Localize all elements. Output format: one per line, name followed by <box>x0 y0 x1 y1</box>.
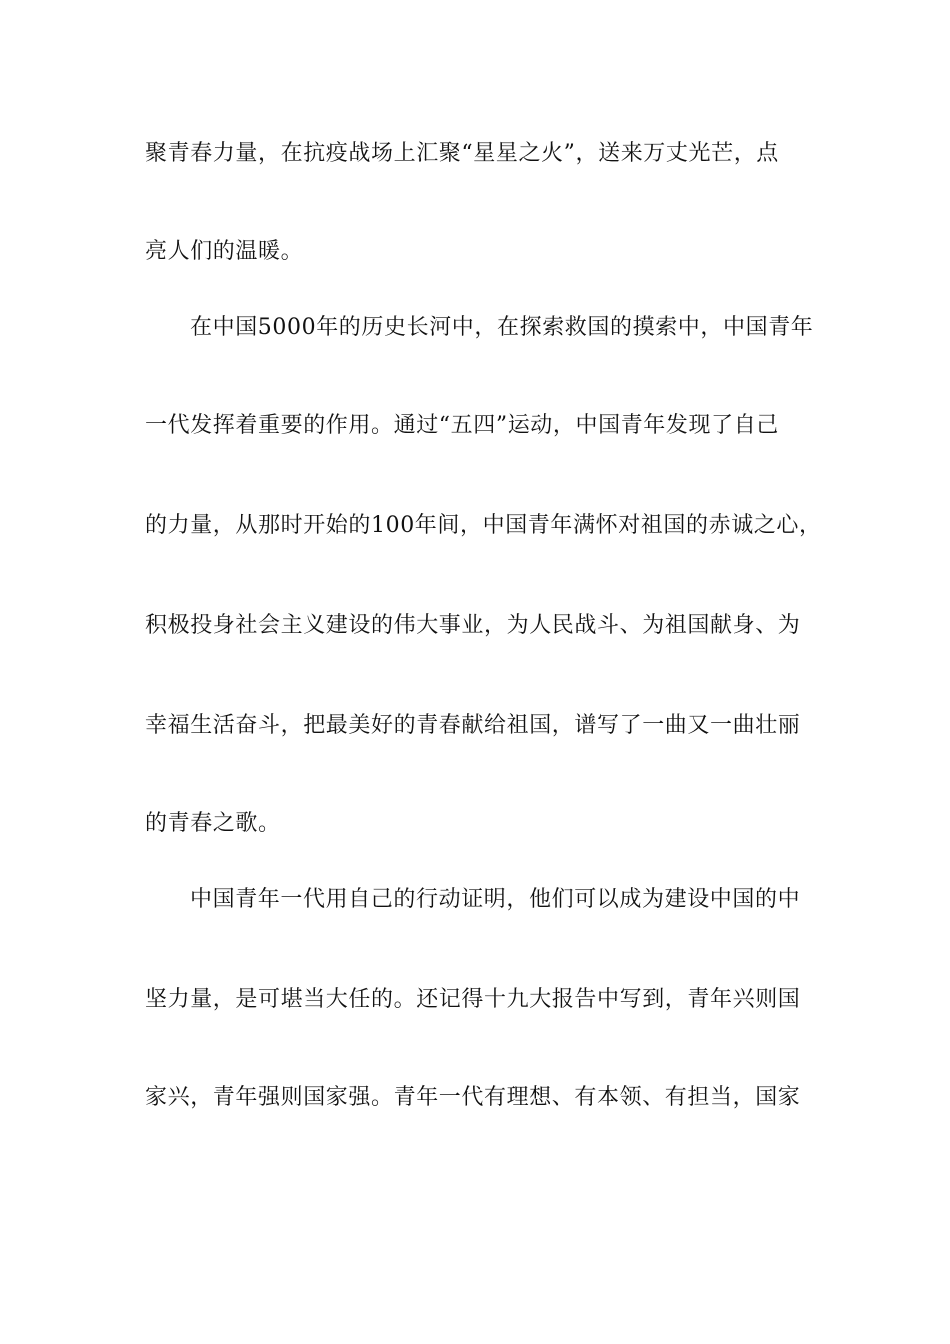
text-line: 聚青春力量，在抗疫战场上汇聚“星星之火”，送来万丈光芒，点 <box>145 141 779 166</box>
text-line: 坚力量，是可堪当大任的。还记得十九大报告中写到，青年兴则国 <box>145 987 801 1012</box>
text-line: 在中国5000年的历史长河中，在探索救国的摸索中，中国青年 <box>190 315 814 340</box>
text-line: 积极投身社会主义建设的伟大事业，为人民战斗、为祖国献身、为 <box>145 613 801 638</box>
text-line: 亮人们的温暖。 <box>145 239 304 264</box>
text-line: 一代发挥着重要的作用。通过“五四”运动，中国青年发现了自己 <box>145 413 779 438</box>
text-line: 家兴，青年强则国家强。青年一代有理想、有本领、有担当，国家 <box>145 1085 801 1110</box>
text-line: 幸福生活奋斗，把最美好的青春献给祖国，谱写了一曲又一曲壮丽 <box>145 713 801 738</box>
text-line: 中国青年一代用自己的行动证明，他们可以成为建设中国的中 <box>190 887 801 912</box>
text-line: 的青春之歌。 <box>145 811 281 836</box>
text-line: 的力量，从那时开始的100年间，中国青年满怀对祖国的赤诚之心， <box>145 513 822 538</box>
